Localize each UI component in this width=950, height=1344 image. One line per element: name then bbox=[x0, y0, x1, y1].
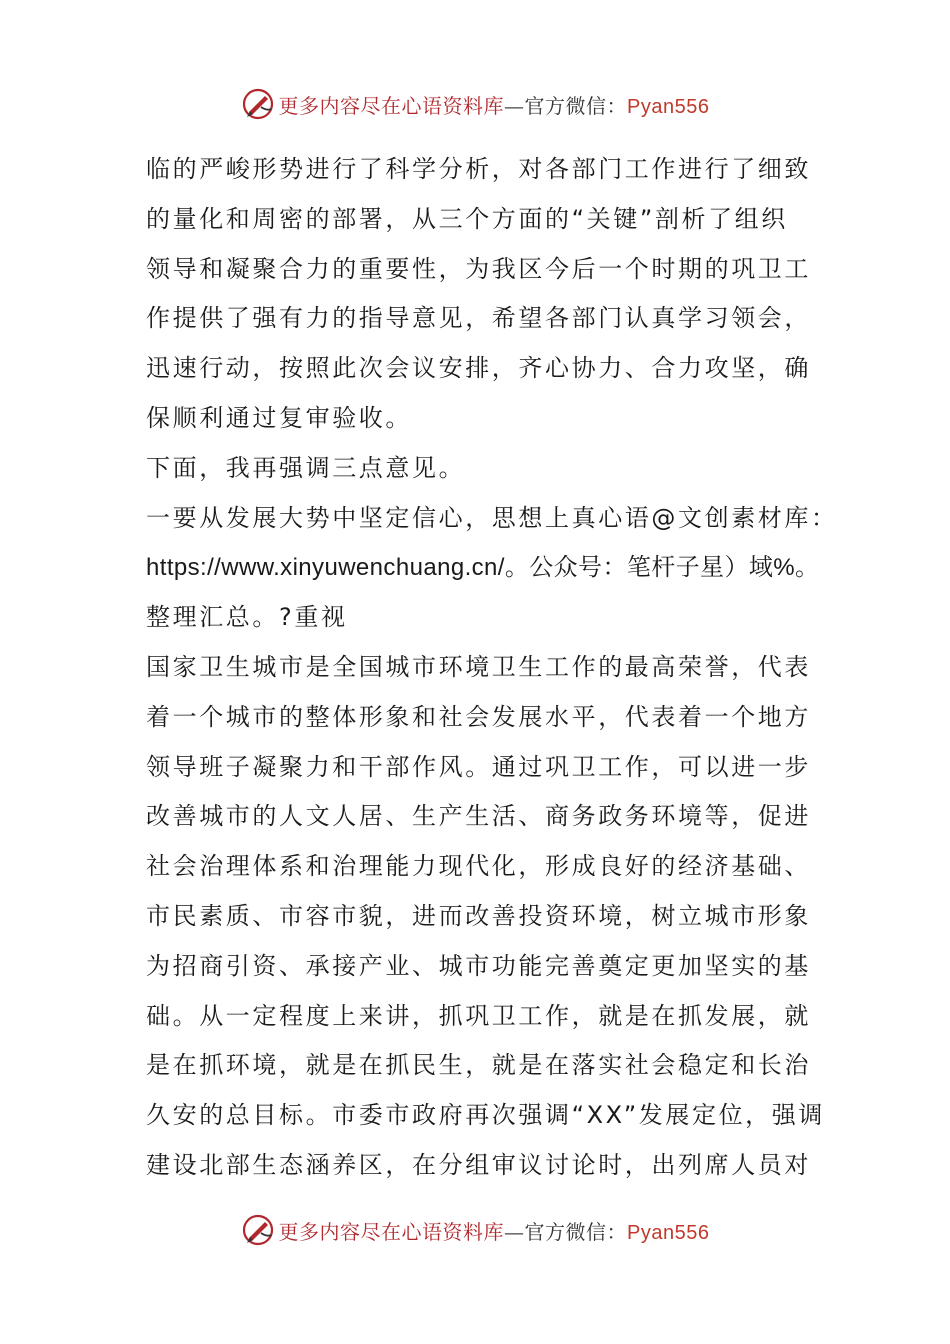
document-body bbox=[146, 145, 838, 1191]
body-line: 是在抓环境，就是在抓民生，就是在落实社会稳定和长治 bbox=[146, 1051, 811, 1080]
body-line: 着一个城市的整体形象和社会发展水平，代表着一个地方 bbox=[146, 702, 811, 731]
watermark-main-text: 更多内容尽在心语资料库 bbox=[278, 93, 505, 118]
body-line: 领导和凝聚合力的重要性，为我区今后一个时期的巩卫工 bbox=[146, 254, 811, 283]
watermark-wechat-label: 官方微信： bbox=[524, 1219, 628, 1244]
body-line: 临的严峻形势进行了科学分析，对各部门工作进行了细致 bbox=[146, 155, 811, 183]
watermark-separator: — bbox=[504, 1219, 525, 1244]
body-line: 国家卫生城市是全国城市环境卫生工作的最高荣誉，代表 bbox=[146, 652, 811, 681]
header-watermark bbox=[0, 84, 950, 124]
body-line: 的量化和周密的部署，从三个方面的“关键”剖析了组织 bbox=[146, 204, 788, 233]
body-line: 社会治理体系和治理能力现代化，形成良好的经济基础、 bbox=[146, 852, 811, 881]
body-line: 下面，我再强调三点意见。 bbox=[146, 453, 466, 482]
body-line: 久安的总目标。市委市政府再次强调“XX”发展定位，强调 bbox=[146, 1101, 825, 1130]
body-line: 一要从发展大势中坚定信心，思想上真心语@文创素材库： bbox=[146, 503, 838, 532]
body-line: 整理汇总。?重视 bbox=[146, 603, 348, 632]
body-line: 为招商引资、承接产业、城市功能完善奠定更加坚实的基 bbox=[146, 951, 811, 980]
watermark-wechat-label: 官方微信： bbox=[524, 93, 628, 118]
body-line: 础。从一定程度上来讲，抓巩卫工作，就是在抓发展，就 bbox=[146, 1001, 811, 1030]
body-line: 保顺利通过复审验收。 bbox=[146, 403, 412, 432]
watermark-wechat-id: Pyan556 bbox=[627, 1221, 710, 1244]
pen-logo-icon bbox=[241, 1213, 275, 1247]
watermark-separator: — bbox=[504, 93, 525, 118]
watermark-main-text: 更多内容尽在心语资料库 bbox=[278, 1219, 505, 1244]
footer-watermark bbox=[0, 1210, 950, 1250]
body-line: 迅速行动，按照此次会议安排，齐心协力、合力攻坚，确 bbox=[146, 354, 811, 383]
body-line: 作提供了强有力的指导意见，希望各部门认真学习领会， bbox=[146, 304, 811, 333]
pen-logo-icon bbox=[241, 87, 275, 121]
body-line: 改善城市的人文人居、生产生活、商务政务环境等，促进 bbox=[146, 802, 811, 831]
body-line: 市民素质、市容市貌，进而改善投资环境，树立城市形象 bbox=[146, 901, 811, 930]
body-line-url: https://www.xinyuwenchuang.cn/。公众号：笔杆子星）域%。 bbox=[146, 554, 820, 582]
body-line: 建设北部生态涵养区，在分组审议讨论时，出列席人员对 bbox=[146, 1150, 811, 1179]
watermark-wechat-id: Pyan556 bbox=[627, 95, 710, 118]
body-line: 领导班子凝聚力和干部作风。通过巩卫工作，可以进一步 bbox=[146, 752, 811, 781]
